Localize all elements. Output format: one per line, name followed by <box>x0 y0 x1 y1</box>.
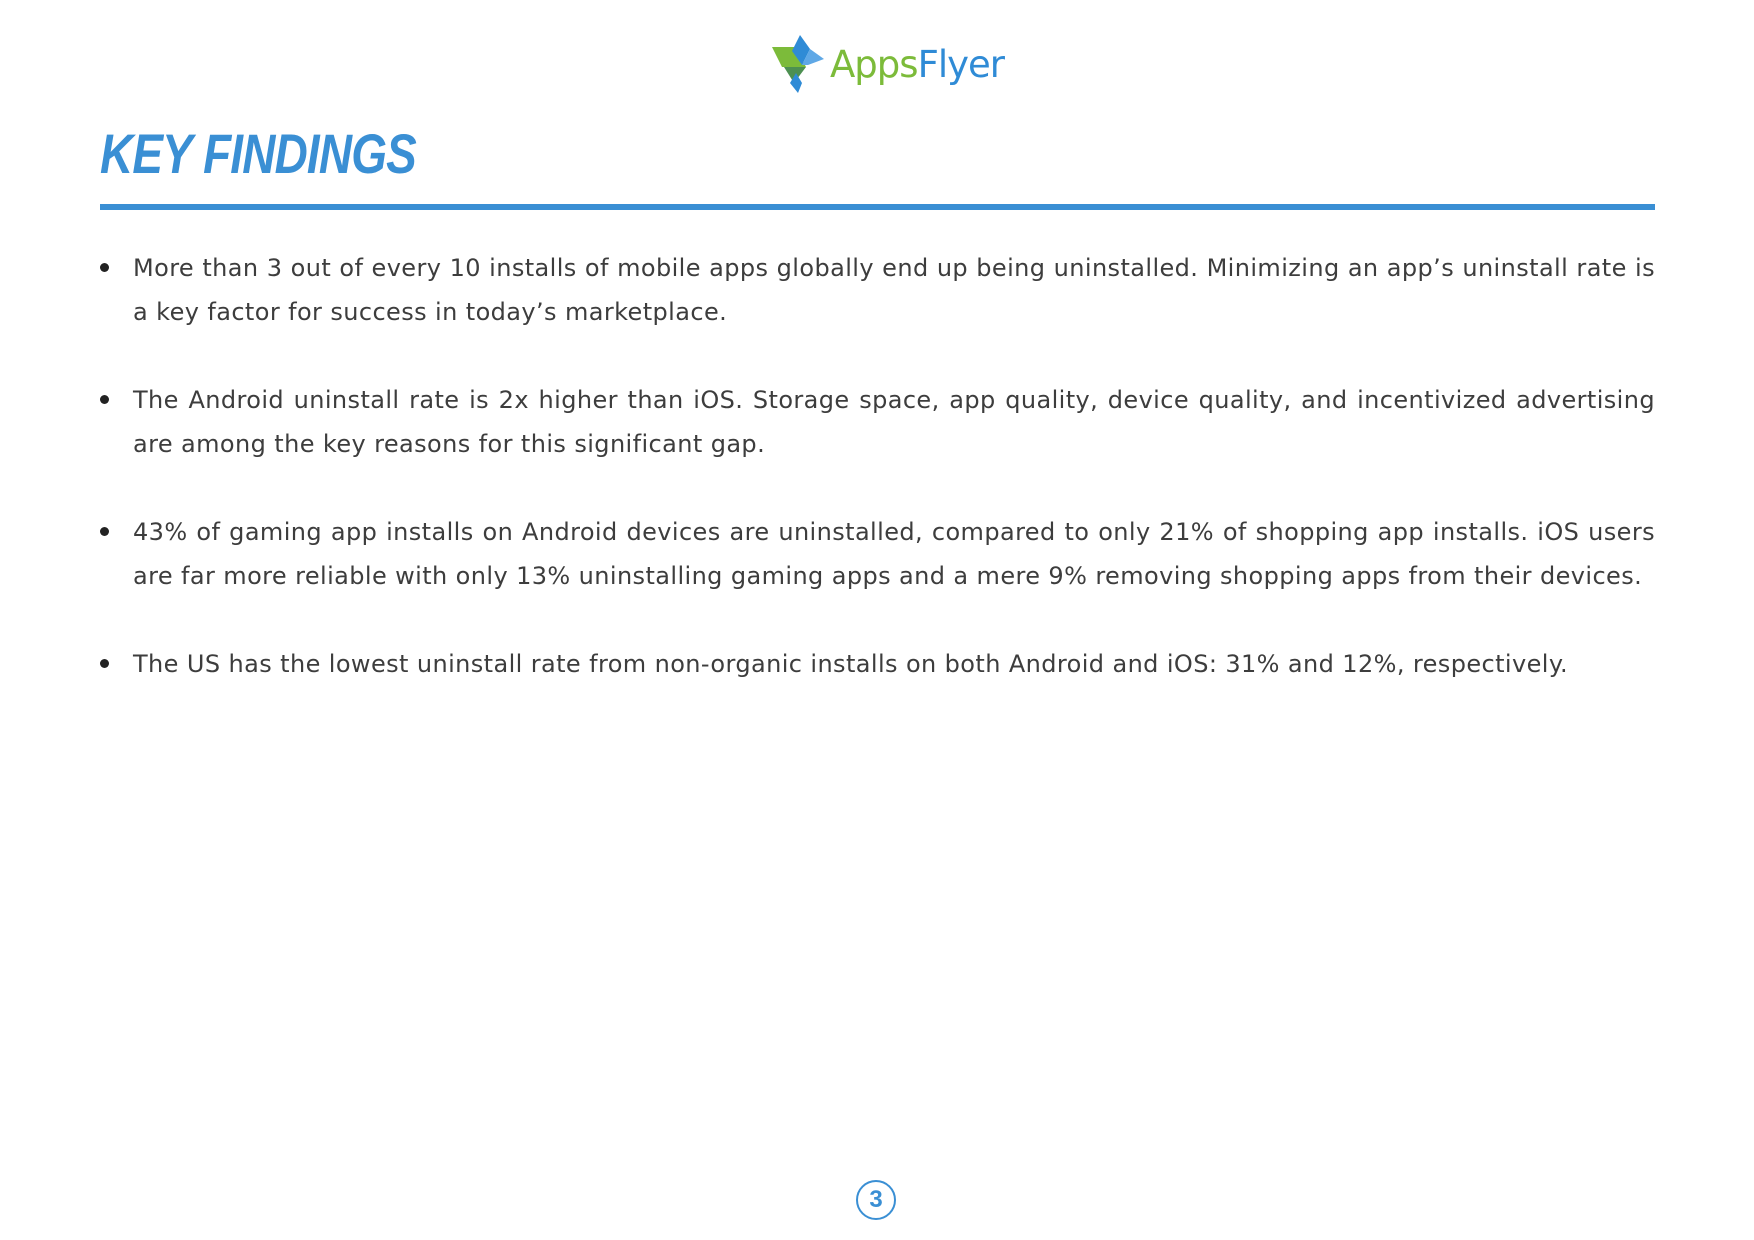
logo-wordmark-flyer: Flyer <box>917 42 1004 86</box>
page-number: 3 <box>856 1180 896 1220</box>
finding-item <box>100 246 1655 334</box>
logo-wordmark-apps: Apps <box>830 42 918 86</box>
bullet-icon <box>100 263 109 272</box>
finding-text: The Android uninstall rate is 2x higher than iOS. Storage space, app quality, device quality, and incentivized advertising are among the key reasons for this significant gap. <box>133 386 1655 458</box>
finding-item <box>100 510 1655 598</box>
key-findings-list <box>100 246 1655 730</box>
finding-text: 43% of gaming app installs on Android devices are uninstalled, compared to only 21% of shopping app installs. iOS users are far more reliable with only 13% uninstalling gaming apps and a mere 9% removing shopping apps from their devices. <box>133 518 1655 590</box>
page-title: KEY FINDINGS <box>100 122 416 185</box>
finding-text: More than 3 out of every 10 installs of mobile apps globally end up being uninstalled. Minimizing an app’s uninstall rate is a key factor for success in today’s marketplace. <box>133 254 1655 326</box>
finding-item <box>100 642 1655 686</box>
finding-item <box>100 378 1655 466</box>
bullet-icon <box>100 395 109 404</box>
title-underline <box>100 204 1655 210</box>
bullet-icon <box>100 659 109 668</box>
finding-text: The US has the lowest uninstall rate from non-organic installs on both Android and iOS: 31% and 12%, respectively. <box>133 650 1569 678</box>
logo-wordmark <box>830 42 1004 86</box>
appsflyer-logo <box>770 30 1004 98</box>
bullet-icon <box>100 527 109 536</box>
appsflyer-logo-icon <box>770 33 826 95</box>
